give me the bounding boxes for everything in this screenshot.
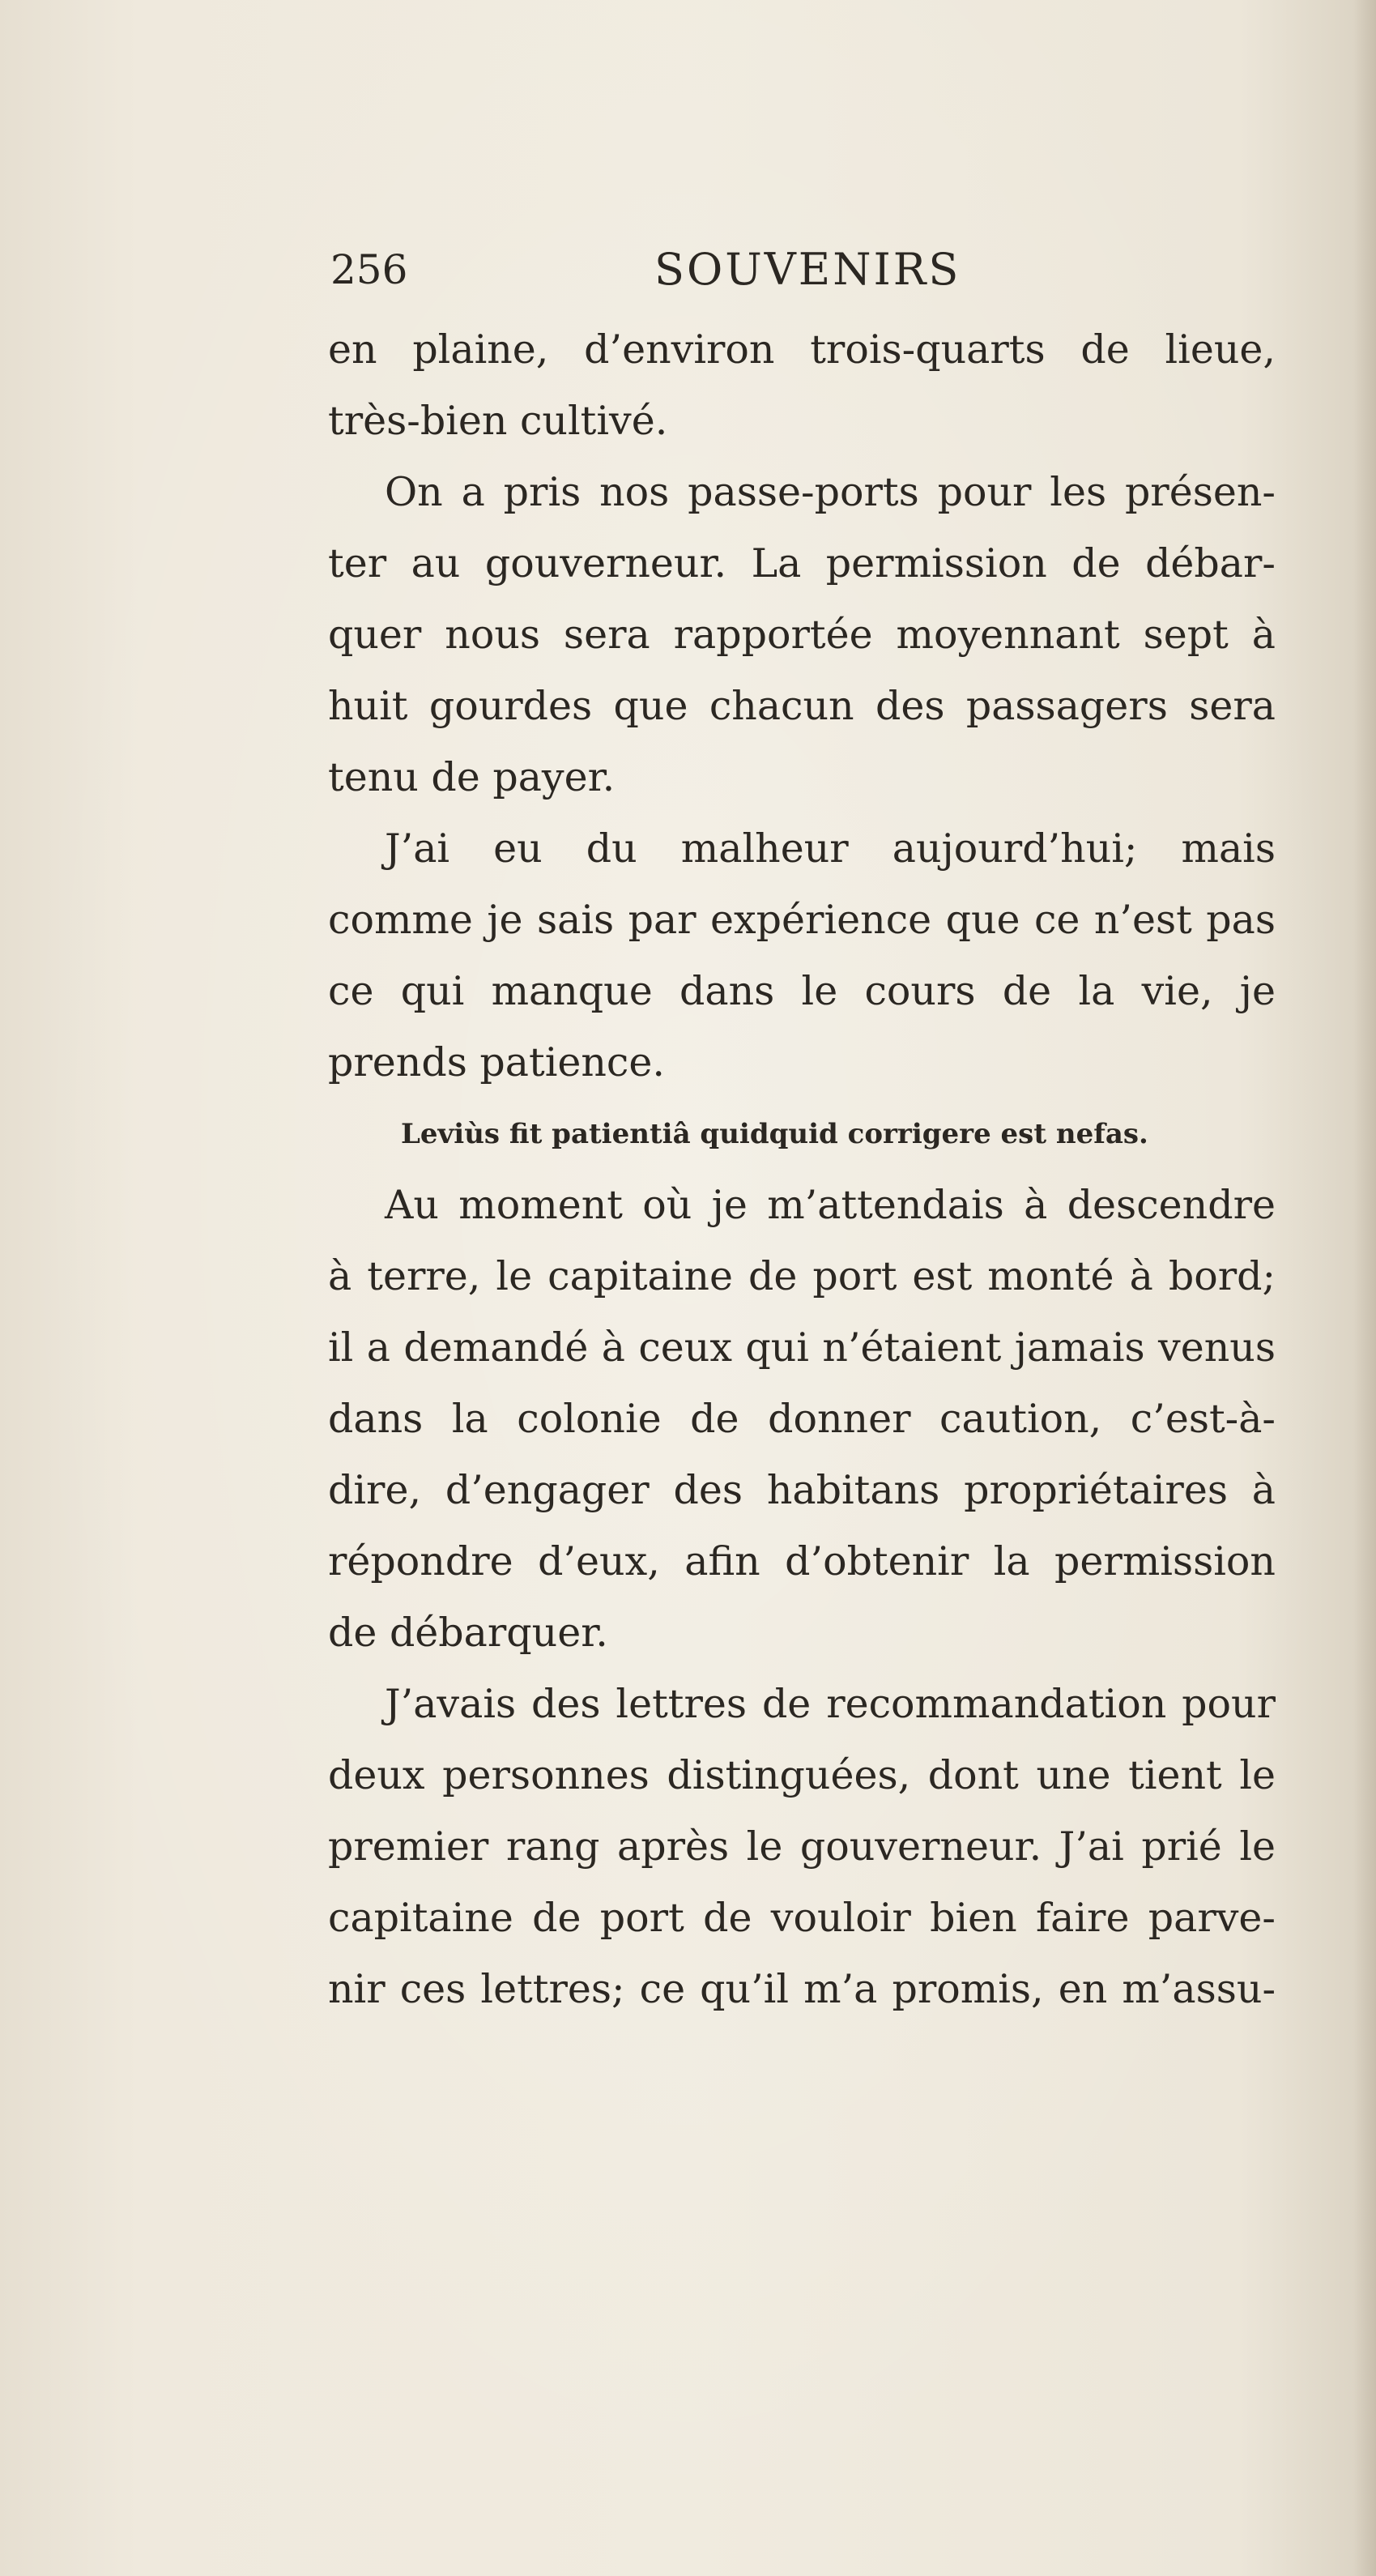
page-number: 256 <box>330 246 408 293</box>
text-line: à terre, le capitaine de port est monté à bord; <box>328 1253 1276 1299</box>
text-line: deux personnes distinguées, dont une tient le <box>328 1752 1276 1798</box>
page-edge-shadow <box>1353 0 1376 2576</box>
body-text <box>328 314 1276 2025</box>
text-line: tenu de payer. <box>328 754 616 800</box>
text-line: ce qui manque dans le cours de la vie, je <box>328 968 1276 1014</box>
text-line: comme je sais par expérience que ce n’est pas <box>328 897 1276 943</box>
text-line: premier rang après le gouverneur. J’ai prié le <box>328 1823 1276 1870</box>
text-line: Au moment où je m’attendais à descendre <box>385 1182 1276 1228</box>
text-line: en plaine, d’environ trois-quarts de lieue, <box>328 326 1276 373</box>
latin-quotation: Leviùs fit patientiâ quidquid corrigere est nefas. <box>401 1118 1148 1150</box>
text-line: très-bien cultivé. <box>328 398 668 444</box>
text-line: On a pris nos passe-ports pour les présen- <box>385 469 1276 515</box>
text-line: prends patience. <box>328 1039 665 1085</box>
text-line: dans la colonie de donner caution, c’est-à- <box>328 1396 1276 1442</box>
running-head <box>330 241 1278 298</box>
text-line: quer nous sera rapportée moyennant sept à <box>328 612 1276 658</box>
text-line: de débarquer. <box>328 1610 608 1656</box>
text-line: il a demandé à ceux qui n’étaient jamais venus <box>328 1324 1276 1371</box>
text-line: dire, d’engager des habitans propriétaires à <box>328 1467 1276 1513</box>
text-line: nir ces lettres; ce qu’il m’a promis, en m’assu- <box>328 1966 1276 2012</box>
running-title: SOUVENIRS <box>654 244 961 295</box>
text-line: capitaine de port de vouloir bien faire parve- <box>328 1895 1276 1941</box>
text-line: répondre d’eux, afin d’obtenir la permission <box>328 1538 1276 1584</box>
text-line: ter au gouverneur. La permission de débar- <box>328 540 1276 586</box>
text-line: J’avais des lettres de recommandation pour <box>385 1681 1276 1727</box>
text-line: J’ai eu du malheur aujourd’hui; mais <box>385 825 1276 872</box>
text-line: huit gourdes que chacun des passagers sera <box>328 683 1276 729</box>
